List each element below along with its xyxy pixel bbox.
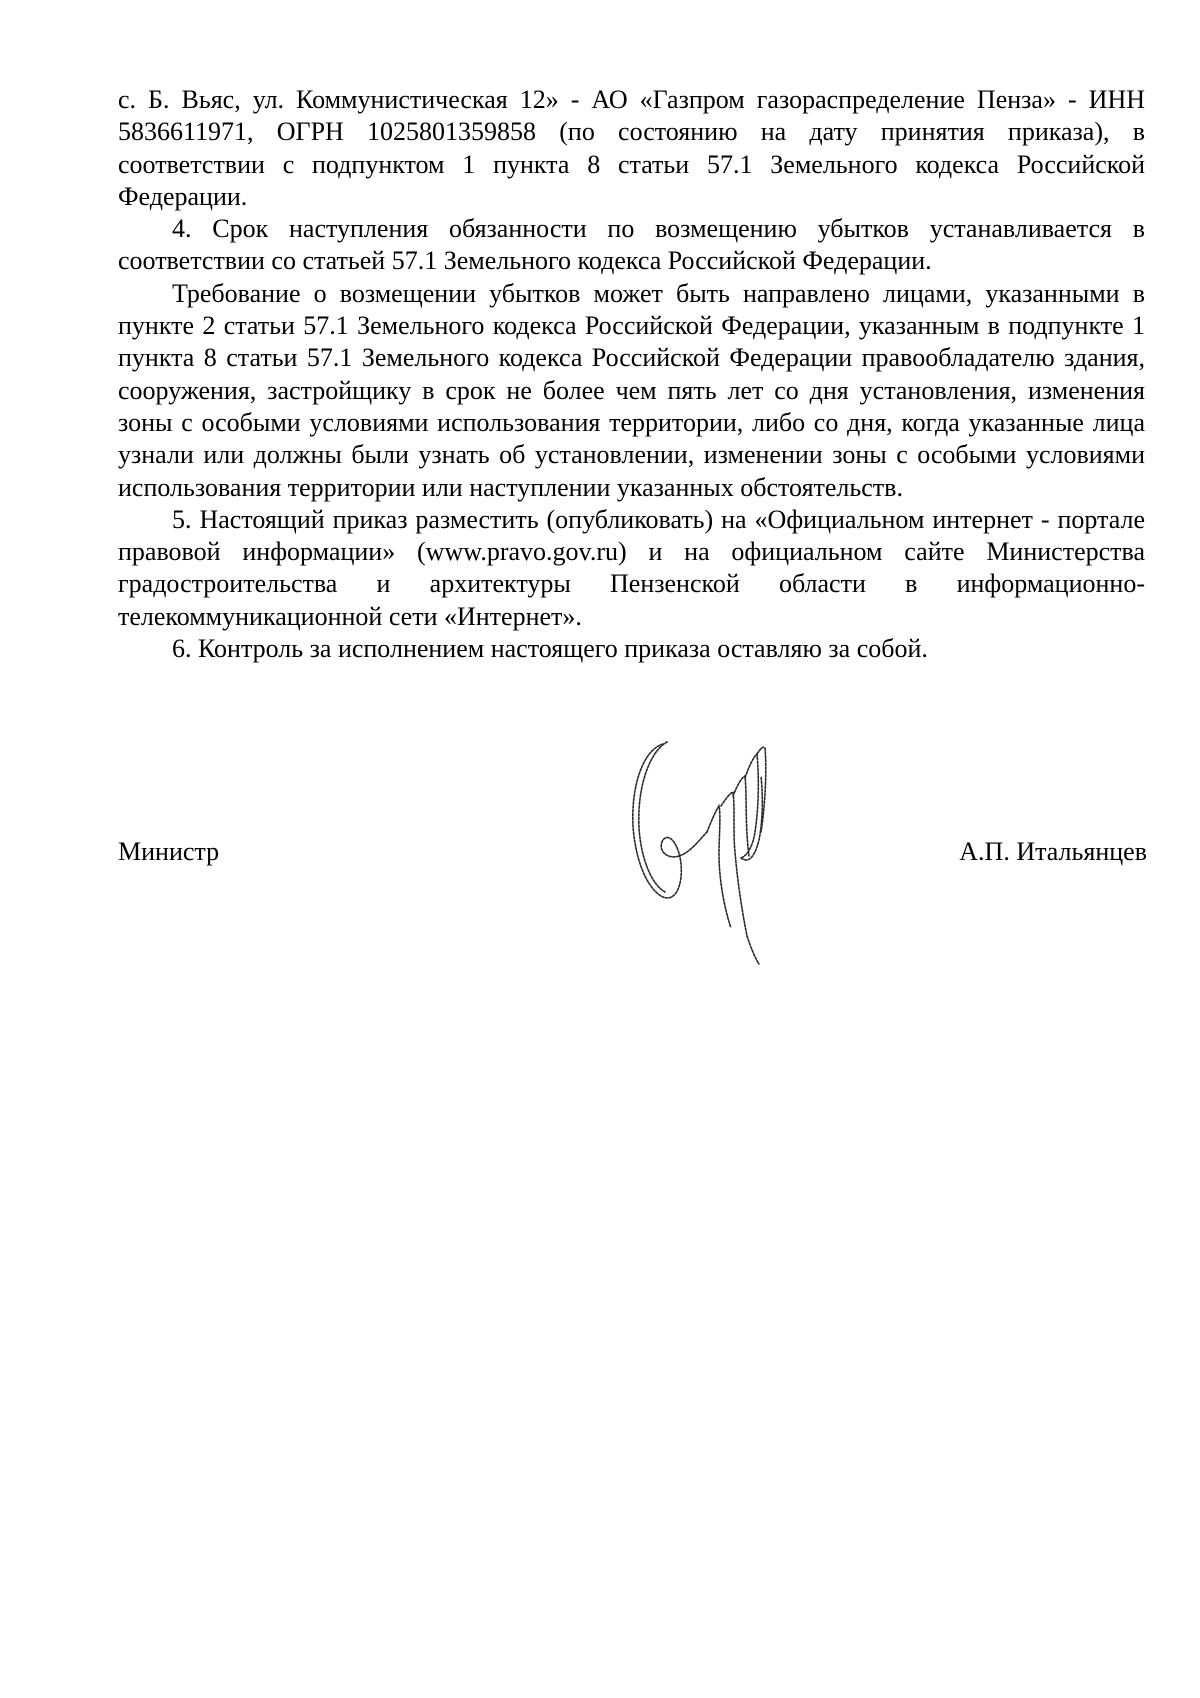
- paragraph-continuation: с. Б. Вьяс, ул. Коммунистическая 12» - АО «Газпром газораспределение Пенза» - ИНН 5836611971, ОГРН 1025801359858 (по состоянию на дату принятия приказа), в соответствии с подпунктом 1 пункта 8 статьи 57.1 Земельного кодекса Российской Федерации.: [118, 85, 1145, 211]
- paragraph-damages-claim: Требование о возмещении убытков может быть направлено лицами, указанными в пункте 2 статьи 57.1 Земельного кодекса Российской Федерации, указанным в подпункте 1 пункта 8 статьи 57.1 Земельного кодекса Российской Федерации правообладателю здания, сооружения, застройщику в срок не более чем пять лет со дня установления, изменения зоны с особыми условиями использования территории, либо со дня, когда указанные лица узнали или должны были узнать об установлении, изменении зоны с особыми условиями использования территории или наступлении указанных обстоятельств.: [118, 278, 1145, 502]
- signatory-title: Министр: [118, 837, 220, 866]
- document-body: [118, 84, 1145, 665]
- paragraph-item-4: 4. Срок наступления обязанности по возмещению убытков устанавливается в соответствии со статьей 57.1 Земельного кодекса Российской Федерации.: [118, 214, 1145, 276]
- signatory-name: А.П. Итальянцев: [959, 837, 1147, 866]
- handwritten-signature-icon: [623, 736, 823, 966]
- signature-block: [118, 736, 1145, 966]
- paragraph-item-5: 5. Настоящий приказ разместить (опубликовать) на «Официальном интернет - портале правовой информации» (www.pravo.gov.ru) и на официальном сайте Министерства градостроительства и архитектуры Пензенской области в информационно-телекоммуникационной сети «Интернет».: [118, 504, 1145, 631]
- paragraph-item-6: 6. Контроль за исполнением настоящего приказа оставляю за собой.: [172, 634, 928, 664]
